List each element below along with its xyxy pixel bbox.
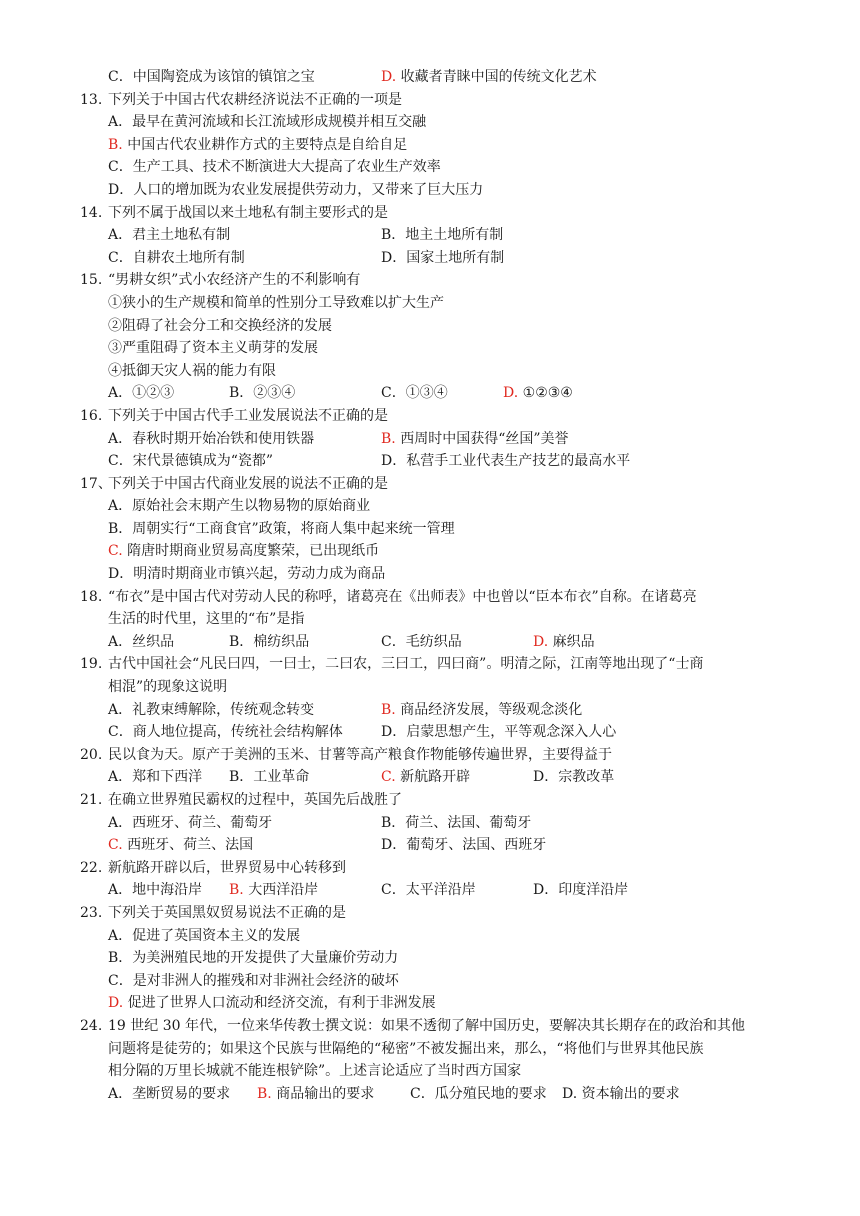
- option-c: C．太平洋沿岸: [381, 882, 476, 899]
- question-text-continued: 相混”的现象这说明: [108, 679, 228, 696]
- question-text: “布衣”是中国古代对劳动人民的称呼，诸葛亮在《出师表》中也曾以“臣本布衣”自称。在诸葛亮: [108, 588, 697, 605]
- question-text-continued: 问题将是徒劳的；如果这个民族与世隔绝的“秘密”不被发掘出来，那么，“将他们与世界其他民族: [108, 1040, 704, 1057]
- option-d: D. ①②③④: [503, 385, 573, 402]
- option-c: C．宋代景德镇成为“瓷都”: [108, 453, 274, 470]
- answer-letter: D.: [108, 995, 124, 1012]
- question-number: 13.: [80, 91, 103, 108]
- option-row: [0, 382, 860, 405]
- option-row: [0, 179, 860, 202]
- statement-4: ④抵御天灾人祸的能力有限: [108, 362, 276, 379]
- option-a: A．君主土地私有制: [108, 227, 231, 244]
- option-row: [0, 224, 860, 247]
- statement-row: [0, 337, 860, 360]
- question-text-continued: 相分隔的万里长城就不能连根铲除”。上述言论适应了当时西方国家: [108, 1063, 522, 1080]
- question-24: [0, 1015, 860, 1038]
- question-text: 古代中国社会“凡民曰四，一曰士，二曰农，三曰工，四曰商”。明清之际，江南等地出现了“士商: [108, 656, 704, 673]
- option-b: B．棉纺织品: [229, 633, 310, 650]
- option-a: A．郑和下西洋: [108, 769, 203, 786]
- answer-letter: B.: [108, 136, 123, 153]
- statement-2: ②阻碍了社会分工和交换经济的发展: [108, 317, 332, 334]
- question-text-continued: 生活的时代里，这里的“布”是指: [108, 611, 305, 628]
- option-a: A．垄断贸易的要求: [108, 1085, 231, 1102]
- option-b: B．②③④: [229, 385, 296, 402]
- option-row: [0, 156, 860, 179]
- option-row: [0, 812, 860, 835]
- option-d: D. 收藏者青睐中国的传统文化艺术: [381, 69, 597, 85]
- question-number: 21.: [80, 792, 103, 808]
- option-row: [0, 563, 860, 586]
- option-d: D．国家土地所有制: [381, 249, 505, 266]
- statement-row: [0, 315, 860, 338]
- option-row: [0, 428, 860, 451]
- option-a: A．最早在黄河流域和长江流域形成规模并相互交融: [108, 114, 427, 131]
- option-b: B. 大西洋沿岸: [229, 882, 319, 899]
- option-b: B. 商品输出的要求: [257, 1085, 375, 1102]
- option-c: C．毛纺织品: [381, 633, 462, 650]
- option-d: D. 麻织品: [533, 633, 595, 650]
- question-text: 下列关于中国古代农耕经济说法不正确的一项是: [108, 91, 402, 108]
- option-c: C．是对非洲人的摧残和对非洲社会经济的破坏: [108, 972, 399, 989]
- option-a: A．春秋时期开始冶铁和使用铁器: [108, 430, 315, 447]
- statement-1: ①狭小的生产规模和简单的性别分工导致难以扩大生产: [108, 294, 444, 311]
- option-row: [0, 925, 860, 948]
- question-number: 18.: [80, 588, 103, 605]
- option-row: [0, 247, 860, 270]
- question-text: “男耕女织”式小农经济产生的不利影响有: [108, 272, 361, 289]
- option-row: [0, 970, 860, 993]
- statement-row: [0, 360, 860, 383]
- option-row: [0, 992, 860, 1015]
- question-number: 14.: [80, 204, 103, 221]
- question-number: 16.: [80, 407, 103, 424]
- option-c: C．瓜分殖民地的要求: [410, 1085, 547, 1102]
- answer-letter: B.: [229, 882, 244, 899]
- option-row: [0, 947, 860, 970]
- option-row: [0, 631, 860, 654]
- option-b: B．周朝实行“工商食官”政策，将商人集中起来统一管理: [108, 520, 455, 537]
- question-text: 下列关于中国古代手工业发展说法不正确的是: [108, 407, 388, 424]
- option-b: B. 西周时中国获得“丝国”美誉: [381, 430, 569, 447]
- option-row: [0, 540, 860, 563]
- option-c: C．生产工具、技术不断演进大大提高了农业生产效率: [108, 159, 441, 176]
- question-number: 15.: [80, 272, 103, 289]
- question-number: 24.: [80, 1017, 103, 1034]
- option-b: B．地主土地所有制: [381, 227, 504, 244]
- option-b: B．为美洲殖民地的开发提供了大量廉价劳动力: [108, 950, 399, 967]
- question-number: 22.: [80, 859, 103, 876]
- question-22: [0, 857, 860, 880]
- option-d: D．宗教改革: [533, 769, 615, 786]
- option-a: A．丝织品: [108, 633, 175, 650]
- question-text: 民以食为天。原产于美洲的玉米、甘薯等高产粮食作物能够传遍世界，主要得益于: [108, 746, 612, 763]
- question-number: 19.: [80, 656, 103, 673]
- option-row: [0, 1083, 860, 1106]
- option-d: D．人口的增加既为农业发展提供劳动力，又带来了巨大压力: [108, 181, 484, 198]
- answer-letter: D.: [381, 69, 397, 85]
- answer-letter: B.: [257, 1085, 272, 1102]
- question-number: 17、: [80, 475, 112, 492]
- option-d: D．印度洋沿岸: [533, 882, 629, 899]
- option-d: D．启蒙思想产生，平等观念深入人心: [381, 724, 617, 741]
- answer-letter: B.: [381, 430, 396, 447]
- question-text: 新航路开辟以后，世界贸易中心转移到: [108, 859, 346, 876]
- option-row: [0, 879, 860, 902]
- option-row: [0, 495, 860, 518]
- question-19: [0, 653, 860, 676]
- option-row: [0, 766, 860, 789]
- option-b: B. 商品经济发展，等级观念淡化: [381, 701, 583, 718]
- question-number: 20.: [80, 746, 103, 763]
- option-row: [0, 699, 860, 722]
- option-c: C. 新航路开辟: [381, 769, 471, 786]
- option-row: [0, 834, 860, 857]
- option-c: C．①③④: [381, 385, 448, 402]
- question-text: 下列关于中国古代商业发展的说法不正确的是: [108, 475, 388, 492]
- option-row: [0, 721, 860, 744]
- question-18: [0, 586, 860, 609]
- answer-letter: C.: [108, 543, 123, 560]
- option-a: A．地中海沿岸: [108, 882, 203, 899]
- question-text: 下列关于英国黑奴贸易说法不正确的是: [108, 904, 346, 921]
- option-b: B．荷兰、法国、葡萄牙: [381, 814, 532, 831]
- question-21: [0, 789, 860, 812]
- option-a: A．原始社会末期产生以物易物的原始商业: [108, 498, 371, 515]
- option-c: C. 西班牙、荷兰、法国: [108, 837, 254, 854]
- question-text: 19 世纪 30 年代，一位来华传教士撰文说：如果不透彻了解中国历史，要解决其长期存在的政治和其他: [108, 1017, 745, 1034]
- option-d: D．葡萄牙、法国、西班牙: [381, 837, 547, 854]
- question-12-options-cd: [0, 66, 860, 89]
- statement-row: [0, 292, 860, 315]
- option-b: B．工业革命: [229, 769, 310, 786]
- question-14: [0, 202, 860, 225]
- option-a: A．①②③: [108, 385, 175, 402]
- question-23: [0, 902, 860, 925]
- question-17: [0, 473, 860, 496]
- answer-letter: C.: [381, 769, 396, 786]
- option-a: A．促进了英国资本主义的发展: [108, 927, 301, 944]
- option-b: B. 中国古代农业耕作方式的主要特点是自给自足: [108, 136, 408, 153]
- question-13: [0, 89, 860, 112]
- question-15: [0, 269, 860, 292]
- answer-letter: D.: [533, 633, 549, 650]
- option-c: C．商人地位提高，传统社会结构解体: [108, 724, 343, 741]
- option-d: D. 资本输出的要求: [562, 1085, 680, 1102]
- question-16: [0, 405, 860, 428]
- question-text: 下列不属于战国以来土地私有制主要形式的是: [108, 204, 388, 221]
- question-20: [0, 744, 860, 767]
- option-row: [0, 518, 860, 541]
- exam-page: [0, 66, 860, 1105]
- option-d: D. 促进了世界人口流动和经济交流，有利于非洲发展: [108, 995, 436, 1012]
- option-a: A．礼教束缚解除，传统观念转变: [108, 701, 315, 718]
- option-c: C．中国陶瓷成为该馆的镇馆之宝: [108, 69, 315, 85]
- option-c: C. 隋唐时期商业贸易高度繁荣，已出现纸币: [108, 543, 380, 560]
- option-row: [0, 450, 860, 473]
- option-c: C．自耕农土地所有制: [108, 249, 245, 266]
- option-d: D．明清时期商业市镇兴起，劳动力成为商品: [108, 566, 386, 583]
- question-text: 在确立世界殖民霸权的过程中，英国先后战胜了: [108, 792, 402, 808]
- statement-3: ③严重阻碍了资本主义萌芽的发展: [108, 340, 318, 357]
- question-number: 23.: [80, 904, 103, 921]
- answer-letter: D.: [503, 385, 519, 402]
- option-row: [0, 134, 860, 157]
- answer-letter: C.: [108, 837, 123, 854]
- answer-letter: B.: [381, 701, 396, 718]
- option-row: [0, 111, 860, 134]
- option-a: A．西班牙、荷兰、葡萄牙: [108, 814, 273, 831]
- option-d: D．私营手工业代表生产技艺的最高水平: [381, 453, 631, 470]
